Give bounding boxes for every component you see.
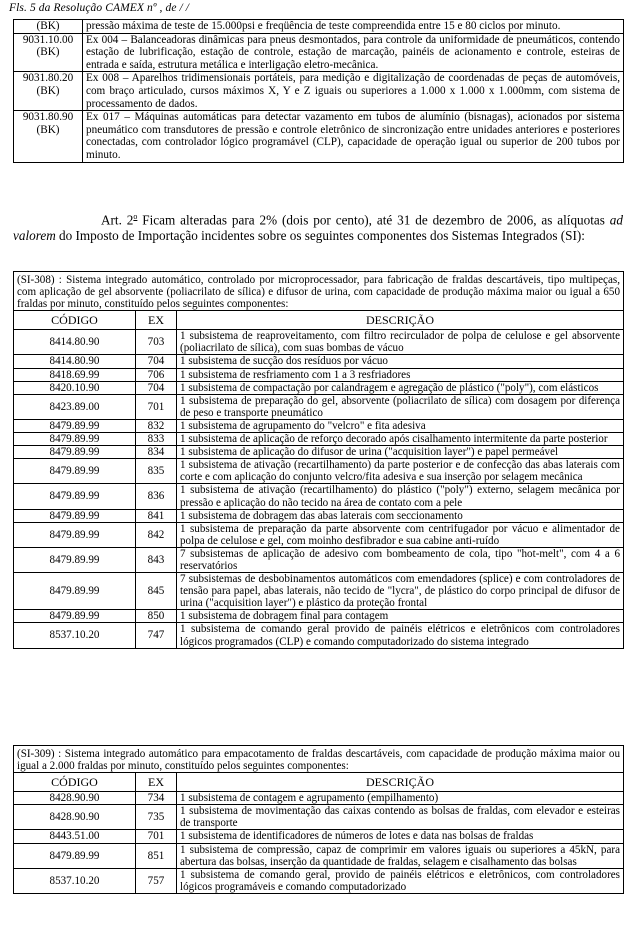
ex-number: 757 <box>136 868 177 893</box>
table-row <box>14 33 624 72</box>
si-309-intro-row <box>14 746 624 773</box>
ex-description: pressão máxima de teste de 15.000psi e freqüência de teste compreendida entre 15 e 80 ciclos por minuto. <box>83 20 624 34</box>
ex-number: 836 <box>136 484 177 509</box>
article-text-part1: Ficam alteradas para 2% (dois por cento), até 31 de dezembro de 2006, as alíquotas <box>137 212 610 228</box>
ex-number: 833 <box>136 433 177 446</box>
ncm-code: 8479.89.99 <box>14 484 136 509</box>
ex-number: 734 <box>136 792 177 805</box>
table-row <box>14 509 624 522</box>
table-row <box>14 805 624 830</box>
table-row <box>14 394 624 419</box>
component-description: 1 subsistema de contagem e agrupamento (empilhamento) <box>177 792 624 805</box>
si-309-header-desc: DESCRIÇÃO <box>177 773 624 792</box>
ex-number: 841 <box>136 509 177 522</box>
ncm-code: 8479.89.99 <box>14 547 136 572</box>
component-description: 1 subsistema de comando geral, provido de painéis elétricos e eletrônicos, com controladores lógicos programáveis e comando computadorizado <box>177 868 624 893</box>
ncm-code: 9031.80.20 (BK) <box>14 72 83 111</box>
si-309-intro: (SI-309) : Sistema integrado automático para empacotamento de fraldas descartáveis, com capacidade de produção máxima maior ou igual a 2.000 fraldas por minuto, constituído pelos seguintes componentes: <box>14 746 624 773</box>
ex-number: 842 <box>136 522 177 547</box>
ncm-code: 8479.89.99 <box>14 509 136 522</box>
ncm-code: 8537.10.20 <box>14 623 136 648</box>
table-row <box>14 484 624 509</box>
ncm-code: 9031.10.00 (BK) <box>14 33 83 72</box>
ex-description: Ex 017 – Máquinas automáticas para detectar vazamento em tubos de alumínio (bisnagas), acionados por sistema pneumático com transdutores de pressão e controle eletrônico de sincronização entre unidades anteriores e posteriores conectadas, com controlador lógico programável (CLP), capacidade de operação igual ou superior de 200 tubos por minuto. <box>83 111 624 162</box>
component-description: 1 subsistema de comando geral provido de painéis elétricos e eletrônicos com controladores lógicos programados (CLP) e comando computadorizado do sistema integrado <box>177 623 624 648</box>
si-309-table <box>13 745 624 894</box>
si-308-header-row <box>14 311 624 330</box>
ncm-code: 8479.89.99 <box>14 843 136 868</box>
ncm-code: 8428.90.90 <box>14 805 136 830</box>
ncm-code: 8428.90.90 <box>14 792 136 805</box>
component-description: 7 subsistemas de desbobinamentos automáticos com emendadores (splice) e com controladores de tensão para papel, abas laterais, não tecido de "lycra", de plástico do corpo principal de difusor de urina ("acquisition layer") e plástico da proteção frontal <box>177 573 624 610</box>
component-description: 1 subsistema de preparação da parte absorvente com centrifugador por vácuo e alimentador de polpa de celulose e gel, com moinho desfibrador e sua cabine anti-ruído <box>177 522 624 547</box>
component-description: 1 subsistema de dobragem das abas laterais com seccionamento <box>177 509 624 522</box>
ex-number: 704 <box>136 381 177 394</box>
si-308-table <box>13 271 624 649</box>
ncm-code: 8479.89.99 <box>14 419 136 432</box>
ncm-code: 8414.80.90 <box>14 355 136 368</box>
article-2-paragraph <box>13 209 623 244</box>
component-description: 1 subsistema de compactação por calandragem e agregação de plástico ("poly"), com elásticos <box>177 381 624 394</box>
ncm-code: 8479.89.99 <box>14 573 136 610</box>
ex-tariff-table <box>13 19 624 163</box>
ex-description: Ex 008 – Aparelhos tridimensionais portáteis, para medição e digitalização de coordenadas de peças de automóveis, com braço articulado, cursos máximos X, Y e Z iguais ou superiores a 1.000 x 1.000 x 1.000mm, com sistema de processamento de dados. <box>83 72 624 111</box>
ex-number: 834 <box>136 446 177 459</box>
ncm-code: 8414.80.90 <box>14 330 136 355</box>
article-text-part2: do Imposto de Importação incidentes sobre os seguintes componentes dos Sistemas Integrados (SI): <box>55 227 585 243</box>
table-row <box>14 111 624 162</box>
si-308-intro: (SI-308) : Sistema integrado automático, controlado por microprocessador, para fabricação de fraldas descartáveis, tipo multipeças, com aplicação de gel absorvente (poliacrilato de sílica) e difusor de urina, com capacidade de produção máxima maior ou igual a 650 fraldas por minuto, constituído pelos seguintes componentes: <box>14 272 624 311</box>
table-row <box>14 355 624 368</box>
ex-tariff-table-body <box>14 20 624 163</box>
table-row <box>14 623 624 648</box>
table-row <box>14 830 624 843</box>
ex-number: 735 <box>136 805 177 830</box>
component-description: 1 subsistema de identificadores de números de lotes e data nas bolsas de fraldas <box>177 830 624 843</box>
table-row <box>14 868 624 893</box>
table-row <box>14 610 624 623</box>
component-description: 1 subsistema de aplicação do difusor de urina ("acquisition layer") e papel permeável <box>177 446 624 459</box>
table-row <box>14 547 624 572</box>
table-row <box>14 20 624 34</box>
ex-number: 851 <box>136 843 177 868</box>
ex-number: 701 <box>136 830 177 843</box>
ex-number: 843 <box>136 547 177 572</box>
component-description: 1 subsistema de preparação do gel, absorvente (poliacrilato de sílica) com dosagem por diferença de peso e transporte pneumático <box>177 394 624 419</box>
ncm-code: 8479.89.99 <box>14 522 136 547</box>
ncm-code: 8418.69.99 <box>14 368 136 381</box>
ncm-code: 8537.10.20 <box>14 868 136 893</box>
table-row <box>14 381 624 394</box>
table-row <box>14 330 624 355</box>
table-row <box>14 792 624 805</box>
component-description: 1 subsistema de aplicação de reforço decorado após cisalhamento intermitente da parte posterior <box>177 433 624 446</box>
page-header: Fls. 5 da Resolução CAMEX nº , de / / <box>9 2 190 14</box>
ex-number: 703 <box>136 330 177 355</box>
table-row <box>14 843 624 868</box>
si-308-intro-row <box>14 272 624 311</box>
si-308-header-code: CÓDIGO <box>14 311 136 330</box>
article-2-text <box>13 209 623 244</box>
component-description: 1 subsistema de ativação (recartilhamento) do plástico ("poly") externo, selagem mecânica por pressão e aplicação do não tecido na área de contato com a pele <box>177 484 624 509</box>
component-description: 1 subsistema de resfriamento com 1 a 3 resfriadores <box>177 368 624 381</box>
article-ordinal: o <box>133 212 138 221</box>
si-309-table-body <box>14 746 624 894</box>
component-description: 1 subsistema de agrupamento do "velcro" e fita adesiva <box>177 419 624 432</box>
si-308-table-body <box>14 272 624 649</box>
component-description: 1 subsistema de sucção dos resíduos por vácuo <box>177 355 624 368</box>
component-description: 1 subsistema de ativação (recartilhamento) da parte posterior e de confecção das abas laterais com corte e com aplicação do conjunto velcro/fita adesiva e sua inserção por selagem mecânica <box>177 459 624 484</box>
ex-number: 832 <box>136 419 177 432</box>
table-row <box>14 72 624 111</box>
si-308-header-ex: EX <box>136 311 177 330</box>
table-row <box>14 368 624 381</box>
ex-number: 706 <box>136 368 177 381</box>
article-italic-term: ad valorem <box>13 212 623 243</box>
component-description: 1 subsistema de compressão, capaz de comprimir em valores iguais ou superiores a 45kN, para abertura das bolsas, inserção da quantidade de fraldas, selagem e cisalhamento das bolsas <box>177 843 624 868</box>
ncm-code: 8423.89.00 <box>14 394 136 419</box>
ex-number: 835 <box>136 459 177 484</box>
ncm-code: 8420.10.90 <box>14 381 136 394</box>
table-row <box>14 433 624 446</box>
table-row <box>14 419 624 432</box>
table-row <box>14 459 624 484</box>
ncm-code: (BK) <box>14 20 83 34</box>
component-description: 1 subsistema de dobragem final para contagem <box>177 610 624 623</box>
ncm-code: 8479.89.99 <box>14 610 136 623</box>
ex-description: Ex 004 – Balanceadoras dinâmicas para pneus desmontados, para controle da uniformidade de pneumáticos, contendo estação de lubrificação, estação de controle, estação de marcação, painéis de acionamento e controle, esteiras de entrada e saída, estrutura metálica e interligação eletro-mecânica. <box>83 33 624 72</box>
component-description: 1 subsistema de reaproveitamento, com filtro recirculador de polpa de celulose e gel absorvente (poliacrilato de sílica), com suas bombas de vácuo <box>177 330 624 355</box>
ncm-code: 8479.89.99 <box>14 433 136 446</box>
ncm-code: 9031.80.90 (BK) <box>14 111 83 162</box>
table-row <box>14 446 624 459</box>
table-row <box>14 522 624 547</box>
ncm-code: 8479.89.99 <box>14 459 136 484</box>
si-309-header-row <box>14 773 624 792</box>
si-309-header-code: CÓDIGO <box>14 773 136 792</box>
component-description: 1 subsistema de movimentação das caixas contendo as bolsas de fraldas, com elevador e esteiras de transporte <box>177 805 624 830</box>
component-description: 7 subsistemas de aplicação de adesivo com bombeamento de cola, tipo "hot-melt", com 4 a 6 reservatórios <box>177 547 624 572</box>
ex-number: 845 <box>136 573 177 610</box>
ncm-code: 8443.51.00 <box>14 830 136 843</box>
si-308-header-desc: DESCRIÇÃO <box>177 311 624 330</box>
ex-number: 747 <box>136 623 177 648</box>
ex-number: 704 <box>136 355 177 368</box>
si-309-header-ex: EX <box>136 773 177 792</box>
table-row <box>14 573 624 610</box>
ncm-code: 8479.89.99 <box>14 446 136 459</box>
article-label: Art. 2 <box>101 212 134 228</box>
ex-number: 850 <box>136 610 177 623</box>
ex-number: 701 <box>136 394 177 419</box>
